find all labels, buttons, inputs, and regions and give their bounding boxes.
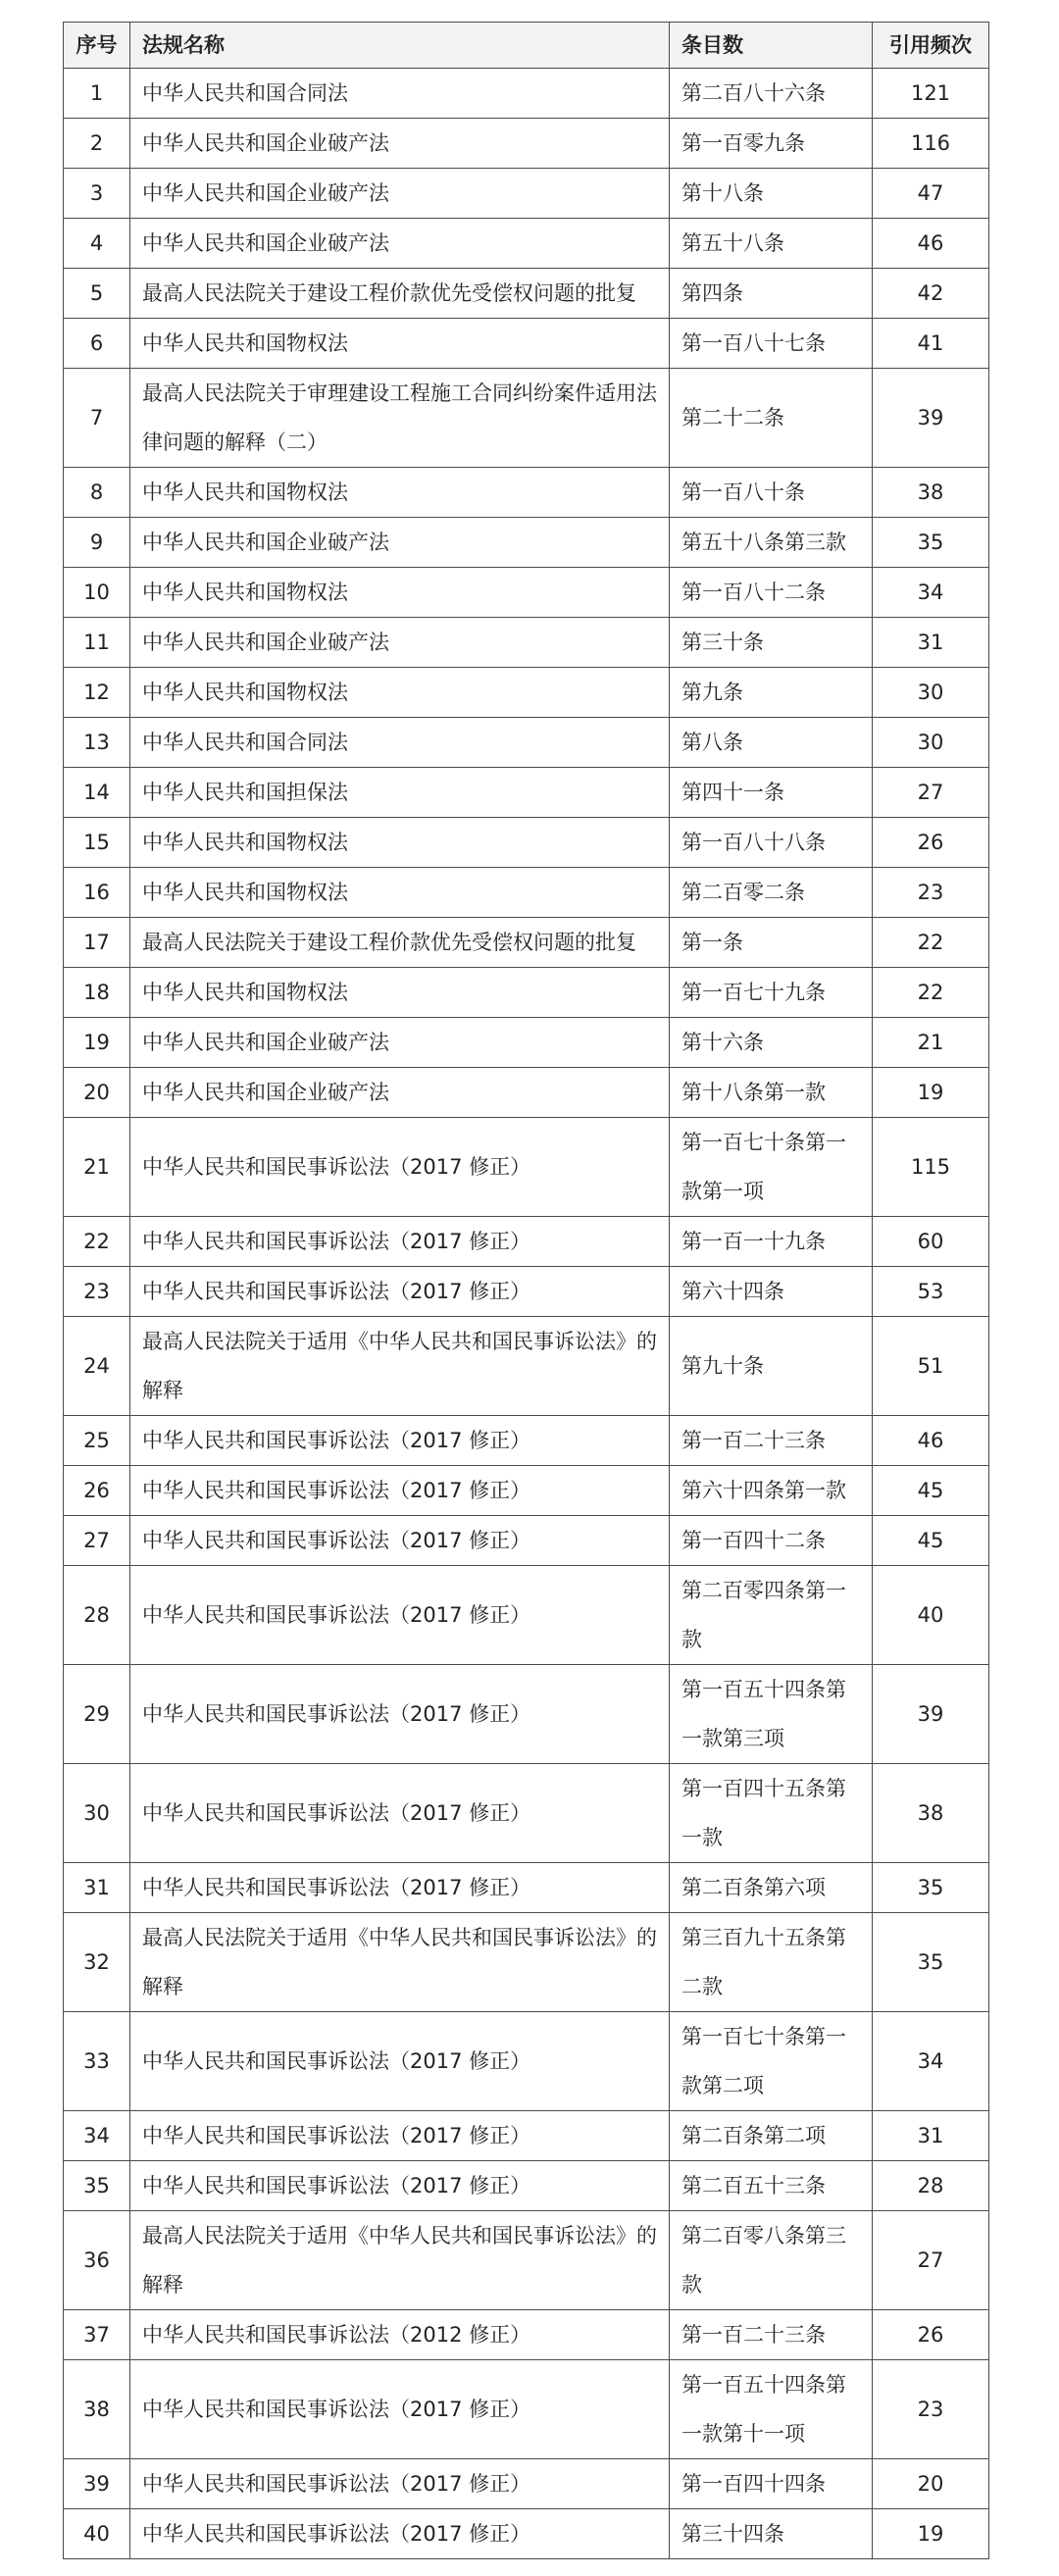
row-law-name: 最高人民法院关于审理建设工程施工合同纠纷案件适用法律问题的解释（二） xyxy=(130,369,670,468)
table-row xyxy=(64,518,989,568)
row-law-name: 中华人民共和国合同法 xyxy=(130,718,670,768)
row-law-name: 中华人民共和国民事诉讼法（2017 修正） xyxy=(130,2161,670,2211)
row-frequency: 31 xyxy=(873,618,989,668)
row-law-name: 中华人民共和国民事诉讼法（2017 修正） xyxy=(130,1863,670,1913)
table-row xyxy=(64,1665,989,1764)
row-frequency: 31 xyxy=(873,2111,989,2161)
row-frequency: 22 xyxy=(873,918,989,968)
row-frequency: 30 xyxy=(873,668,989,718)
row-index: 32 xyxy=(64,1913,130,2012)
row-index: 22 xyxy=(64,1217,130,1267)
row-index: 28 xyxy=(64,1566,130,1665)
table-row xyxy=(64,1217,989,1267)
row-frequency: 39 xyxy=(873,369,989,468)
row-frequency: 42 xyxy=(873,269,989,319)
table-row xyxy=(64,69,989,119)
table-row xyxy=(64,319,989,369)
row-index: 13 xyxy=(64,718,130,768)
row-article: 第二百零八条第三款 xyxy=(670,2211,873,2310)
row-frequency: 27 xyxy=(873,768,989,818)
row-law-name: 中华人民共和国民事诉讼法（2017 修正） xyxy=(130,2360,670,2459)
table-row xyxy=(64,1516,989,1566)
row-index: 30 xyxy=(64,1764,130,1863)
row-article: 第一百二十三条 xyxy=(670,1416,873,1466)
row-law-name: 中华人民共和国民事诉讼法（2017 修正） xyxy=(130,2459,670,2509)
row-frequency: 26 xyxy=(873,2310,989,2360)
row-article: 第二百八十六条 xyxy=(670,69,873,119)
row-frequency: 116 xyxy=(873,119,989,169)
row-article: 第一百二十三条 xyxy=(670,2310,873,2360)
row-article: 第六十四条第一款 xyxy=(670,1466,873,1516)
row-frequency: 26 xyxy=(873,818,989,868)
row-index: 25 xyxy=(64,1416,130,1466)
table-row xyxy=(64,768,989,818)
row-article: 第一百一十九条 xyxy=(670,1217,873,1267)
row-article: 第五十八条 xyxy=(670,219,873,269)
table-row xyxy=(64,1566,989,1665)
row-law-name: 中华人民共和国企业破产法 xyxy=(130,219,670,269)
row-article: 第一百五十四条第一款第十一项 xyxy=(670,2360,873,2459)
table-row xyxy=(64,1267,989,1317)
row-frequency: 19 xyxy=(873,2509,989,2559)
row-frequency: 45 xyxy=(873,1466,989,1516)
row-frequency: 39 xyxy=(873,1665,989,1764)
table-row xyxy=(64,269,989,319)
row-law-name: 最高人民法院关于适用《中华人民共和国民事诉讼法》的解释 xyxy=(130,1913,670,2012)
row-frequency: 121 xyxy=(873,69,989,119)
row-article: 第一百八十条 xyxy=(670,468,873,518)
row-index: 15 xyxy=(64,818,130,868)
header-frequency: 引用频次 xyxy=(873,23,989,69)
row-article: 第三十四条 xyxy=(670,2509,873,2559)
table-row xyxy=(64,568,989,618)
citation-table xyxy=(63,22,989,2559)
row-article: 第八条 xyxy=(670,718,873,768)
table-row xyxy=(64,868,989,918)
row-index: 36 xyxy=(64,2211,130,2310)
row-index: 23 xyxy=(64,1267,130,1317)
row-frequency: 21 xyxy=(873,1018,989,1068)
table-row xyxy=(64,618,989,668)
row-law-name: 中华人民共和国民事诉讼法（2017 修正） xyxy=(130,1764,670,1863)
header-index: 序号 xyxy=(64,23,130,69)
row-article: 第九条 xyxy=(670,668,873,718)
row-frequency: 40 xyxy=(873,1566,989,1665)
row-frequency: 51 xyxy=(873,1317,989,1416)
row-frequency: 35 xyxy=(873,518,989,568)
row-law-name: 中华人民共和国合同法 xyxy=(130,69,670,119)
row-law-name: 中华人民共和国民事诉讼法（2017 修正） xyxy=(130,2012,670,2111)
row-law-name: 最高人民法院关于适用《中华人民共和国民事诉讼法》的解释 xyxy=(130,2211,670,2310)
row-law-name: 中华人民共和国企业破产法 xyxy=(130,1018,670,1068)
row-frequency: 35 xyxy=(873,1863,989,1913)
row-frequency: 27 xyxy=(873,2211,989,2310)
row-index: 10 xyxy=(64,568,130,618)
table-row xyxy=(64,2012,989,2111)
table-row xyxy=(64,2111,989,2161)
row-article: 第一百八十二条 xyxy=(670,568,873,618)
row-law-name: 中华人民共和国民事诉讼法（2017 修正） xyxy=(130,1466,670,1516)
row-article: 第二百五十三条 xyxy=(670,2161,873,2211)
row-index: 35 xyxy=(64,2161,130,2211)
table-header-row xyxy=(64,23,989,69)
table-row xyxy=(64,1764,989,1863)
row-law-name: 中华人民共和国物权法 xyxy=(130,868,670,918)
row-law-name: 中华人民共和国民事诉讼法（2017 修正） xyxy=(130,1665,670,1764)
table-row xyxy=(64,2360,989,2459)
row-law-name: 中华人民共和国企业破产法 xyxy=(130,618,670,668)
row-article: 第四十一条 xyxy=(670,768,873,818)
row-index: 3 xyxy=(64,169,130,219)
row-article: 第三十条 xyxy=(670,618,873,668)
row-article: 第一百四十二条 xyxy=(670,1516,873,1566)
row-frequency: 22 xyxy=(873,968,989,1018)
table-row xyxy=(64,2211,989,2310)
row-frequency: 41 xyxy=(873,319,989,369)
row-frequency: 46 xyxy=(873,1416,989,1466)
table-row xyxy=(64,2310,989,2360)
citation-table-container xyxy=(63,22,988,2559)
row-law-name: 中华人民共和国物权法 xyxy=(130,818,670,868)
row-frequency: 45 xyxy=(873,1516,989,1566)
row-article: 第十八条第一款 xyxy=(670,1068,873,1118)
row-index: 34 xyxy=(64,2111,130,2161)
row-law-name: 中华人民共和国企业破产法 xyxy=(130,119,670,169)
row-article: 第一百七十条第一款第一项 xyxy=(670,1118,873,1217)
table-row xyxy=(64,1118,989,1217)
row-index: 4 xyxy=(64,219,130,269)
row-index: 40 xyxy=(64,2509,130,2559)
row-index: 6 xyxy=(64,319,130,369)
row-index: 33 xyxy=(64,2012,130,2111)
row-frequency: 28 xyxy=(873,2161,989,2211)
row-frequency: 23 xyxy=(873,868,989,918)
row-index: 8 xyxy=(64,468,130,518)
row-law-name: 最高人民法院关于适用《中华人民共和国民事诉讼法》的解释 xyxy=(130,1317,670,1416)
row-article: 第二百条第六项 xyxy=(670,1863,873,1913)
row-article: 第二百条第二项 xyxy=(670,2111,873,2161)
row-law-name: 中华人民共和国民事诉讼法（2017 修正） xyxy=(130,1267,670,1317)
table-row xyxy=(64,1317,989,1416)
row-index: 38 xyxy=(64,2360,130,2459)
row-article: 第五十八条第三款 xyxy=(670,518,873,568)
table-row xyxy=(64,1913,989,2012)
row-frequency: 23 xyxy=(873,2360,989,2459)
table-row xyxy=(64,718,989,768)
row-article: 第一百四十四条 xyxy=(670,2459,873,2509)
row-frequency: 34 xyxy=(873,2012,989,2111)
row-article: 第一百五十四条第一款第三项 xyxy=(670,1665,873,1764)
table-row xyxy=(64,119,989,169)
row-frequency: 53 xyxy=(873,1267,989,1317)
row-article: 第十八条 xyxy=(670,169,873,219)
row-index: 9 xyxy=(64,518,130,568)
row-article: 第十六条 xyxy=(670,1018,873,1068)
row-index: 37 xyxy=(64,2310,130,2360)
row-frequency: 19 xyxy=(873,1068,989,1118)
table-body xyxy=(64,69,989,2559)
row-index: 18 xyxy=(64,968,130,1018)
row-law-name: 中华人民共和国企业破产法 xyxy=(130,1068,670,1118)
table-row xyxy=(64,369,989,468)
row-index: 17 xyxy=(64,918,130,968)
row-law-name: 中华人民共和国民事诉讼法（2017 修正） xyxy=(130,1118,670,1217)
row-index: 19 xyxy=(64,1018,130,1068)
row-index: 5 xyxy=(64,269,130,319)
table-row xyxy=(64,1068,989,1118)
row-index: 20 xyxy=(64,1068,130,1118)
row-law-name: 中华人民共和国物权法 xyxy=(130,568,670,618)
row-frequency: 115 xyxy=(873,1118,989,1217)
row-index: 21 xyxy=(64,1118,130,1217)
row-frequency: 20 xyxy=(873,2459,989,2509)
row-index: 11 xyxy=(64,618,130,668)
row-article: 第九十条 xyxy=(670,1317,873,1416)
row-frequency: 46 xyxy=(873,219,989,269)
row-index: 31 xyxy=(64,1863,130,1913)
row-index: 2 xyxy=(64,119,130,169)
table-row xyxy=(64,169,989,219)
row-index: 16 xyxy=(64,868,130,918)
row-article: 第一百八十八条 xyxy=(670,818,873,868)
row-law-name: 中华人民共和国民事诉讼法（2012 修正） xyxy=(130,2310,670,2360)
row-law-name: 中华人民共和国民事诉讼法（2017 修正） xyxy=(130,1217,670,1267)
row-index: 27 xyxy=(64,1516,130,1566)
table-row xyxy=(64,818,989,868)
row-law-name: 中华人民共和国民事诉讼法（2017 修正） xyxy=(130,1416,670,1466)
row-index: 1 xyxy=(64,69,130,119)
row-frequency: 60 xyxy=(873,1217,989,1267)
table-row xyxy=(64,668,989,718)
row-law-name: 中华人民共和国民事诉讼法（2017 修正） xyxy=(130,1516,670,1566)
row-article: 第六十四条 xyxy=(670,1267,873,1317)
row-article: 第一百七十条第一款第二项 xyxy=(670,2012,873,2111)
row-law-name: 中华人民共和国物权法 xyxy=(130,968,670,1018)
row-article: 第一百八十七条 xyxy=(670,319,873,369)
row-article: 第一百零九条 xyxy=(670,119,873,169)
row-frequency: 34 xyxy=(873,568,989,618)
row-index: 14 xyxy=(64,768,130,818)
row-frequency: 38 xyxy=(873,1764,989,1863)
table-row xyxy=(64,2459,989,2509)
row-frequency: 35 xyxy=(873,1913,989,2012)
row-law-name: 最高人民法院关于建设工程价款优先受偿权问题的批复 xyxy=(130,918,670,968)
table-row xyxy=(64,1416,989,1466)
table-row xyxy=(64,468,989,518)
row-article: 第四条 xyxy=(670,269,873,319)
row-article: 第一条 xyxy=(670,918,873,968)
table-row xyxy=(64,1466,989,1516)
row-index: 24 xyxy=(64,1317,130,1416)
row-article: 第一百四十五条第一款 xyxy=(670,1764,873,1863)
table-row xyxy=(64,219,989,269)
table-row xyxy=(64,918,989,968)
row-article: 第二百零四条第一款 xyxy=(670,1566,873,1665)
row-law-name: 最高人民法院关于建设工程价款优先受偿权问题的批复 xyxy=(130,269,670,319)
table-row xyxy=(64,2509,989,2559)
row-law-name: 中华人民共和国企业破产法 xyxy=(130,169,670,219)
row-law-name: 中华人民共和国物权法 xyxy=(130,468,670,518)
header-article: 条目数 xyxy=(670,23,873,69)
row-index: 12 xyxy=(64,668,130,718)
row-frequency: 47 xyxy=(873,169,989,219)
row-law-name: 中华人民共和国民事诉讼法（2017 修正） xyxy=(130,1566,670,1665)
table-row xyxy=(64,968,989,1018)
table-row xyxy=(64,1863,989,1913)
row-index: 7 xyxy=(64,369,130,468)
row-index: 26 xyxy=(64,1466,130,1516)
table-row xyxy=(64,2161,989,2211)
row-frequency: 30 xyxy=(873,718,989,768)
row-article: 第二百零二条 xyxy=(670,868,873,918)
row-law-name: 中华人民共和国民事诉讼法（2017 修正） xyxy=(130,2509,670,2559)
row-law-name: 中华人民共和国担保法 xyxy=(130,768,670,818)
row-article: 第二十二条 xyxy=(670,369,873,468)
row-law-name: 中华人民共和国物权法 xyxy=(130,319,670,369)
row-frequency: 38 xyxy=(873,468,989,518)
row-article: 第一百七十九条 xyxy=(670,968,873,1018)
row-law-name: 中华人民共和国企业破产法 xyxy=(130,518,670,568)
row-article: 第三百九十五条第二款 xyxy=(670,1913,873,2012)
row-law-name: 中华人民共和国物权法 xyxy=(130,668,670,718)
row-index: 29 xyxy=(64,1665,130,1764)
table-row xyxy=(64,1018,989,1068)
row-law-name: 中华人民共和国民事诉讼法（2017 修正） xyxy=(130,2111,670,2161)
header-name: 法规名称 xyxy=(130,23,670,69)
row-index: 39 xyxy=(64,2459,130,2509)
